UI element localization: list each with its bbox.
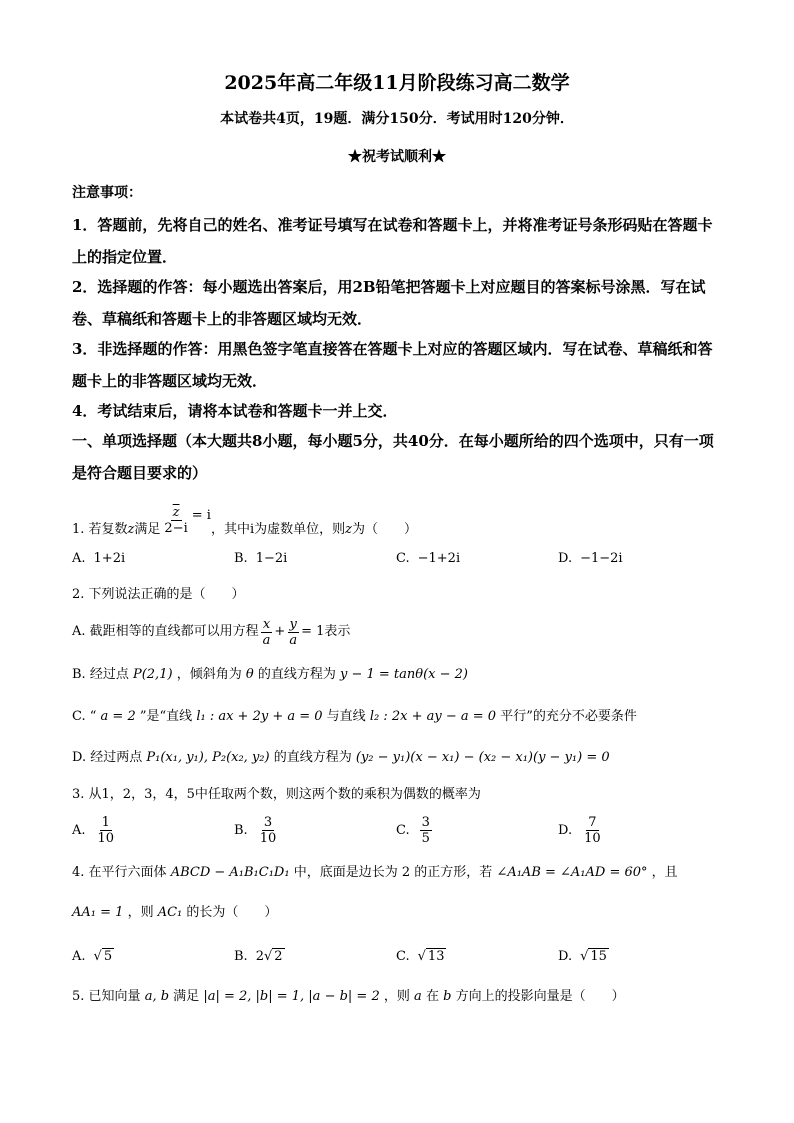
q4-option-b <box>234 936 285 976</box>
option-letter: A. <box>72 822 86 838</box>
option-letter: C. <box>396 822 410 838</box>
question-2-option-d <box>72 748 732 768</box>
question-1 <box>72 500 732 540</box>
q2c-a-eq: a = 2 <box>100 709 136 724</box>
frac-den: 10 <box>584 830 601 846</box>
frac-num: x <box>262 616 271 632</box>
q1-var-z2: z <box>345 522 352 537</box>
q2d-mid: 的直线方程为 <box>273 750 352 765</box>
q5-mid: 满足 <box>173 989 200 1004</box>
q3-option-c <box>396 810 434 850</box>
q2c-line2: l₂ : 2x + ay − a = 0 <box>369 709 497 724</box>
q1-var-z: z <box>127 522 135 537</box>
q1-option-a <box>72 546 125 570</box>
q1-tail3: 为（ ） <box>352 522 418 537</box>
q1-frac-den: 2−i <box>164 521 188 536</box>
frac-num: 1 <box>101 814 110 830</box>
q4-angles: ∠A₁AB = ∠A₁AD = 60° <box>496 865 648 880</box>
sqrt-icon: √ <box>580 948 589 964</box>
q1-option-c <box>396 546 460 570</box>
option-value: −1−2i <box>580 550 623 566</box>
q2d-pre: D. 经过两点 <box>72 750 143 765</box>
q3-option-a <box>72 810 118 850</box>
q4-option-a <box>72 936 114 976</box>
question-2-stem: 2. 下列说法正确的是（ ） <box>72 587 245 602</box>
q5-vec-a: a <box>414 989 422 1004</box>
q1-var-i: i <box>249 522 255 537</box>
q1-options <box>72 546 732 570</box>
q5-vec-b: b <box>443 989 452 1004</box>
q4-option-d <box>558 936 609 976</box>
q2b-mid: ，倾斜角为 <box>176 667 242 682</box>
q2c-line1: l₁ : ax + 2y + a = 0 <box>196 709 323 724</box>
q5-post: 方向上的投影向量是（ ） <box>455 989 625 1004</box>
sqrt-icon: √ <box>417 948 426 964</box>
frac-num: y <box>289 616 297 632</box>
q3-option-d <box>558 810 605 850</box>
q1-option-b <box>234 546 287 570</box>
q2c-mid1: ”是“直线 <box>139 709 193 724</box>
sqrt-icon: √ <box>263 948 273 964</box>
notice-item-3: 3．非选择题的作答：用黑色签字笔直接答在答题卡上对应的答题区域内．写在试卷、草稿纸和答题卡上的非答题区域均无效． <box>72 340 713 390</box>
q3-options <box>72 810 732 850</box>
q2a-frac-x <box>261 617 273 648</box>
q4-option-c <box>396 936 446 976</box>
q4-pre: 4. 在平行六面体 <box>72 865 167 880</box>
q2c-pre: C. “ <box>72 709 97 724</box>
q4-solid: ABCD − A₁B₁C₁D₁ <box>170 865 290 880</box>
q4-mid2: 的正方形，若 <box>414 865 493 880</box>
q1-prefix: 1. 若复数 <box>72 522 128 537</box>
coef: 2 <box>255 948 264 964</box>
q1-tail2: 为虚数单位，则 <box>254 522 346 537</box>
frac-num: 3 <box>421 814 430 830</box>
question-4-line-2 <box>72 903 732 923</box>
q1-frac-num: $\overline{z}$ <box>172 505 180 520</box>
frac-den: a <box>289 632 298 648</box>
q2d-equation: (y₂ − y₁)(x − x₁) − (x₂ − x₁)(y − y₁) = 0 <box>355 750 610 765</box>
q3-option-b <box>234 810 280 850</box>
option-letter: D. <box>558 948 573 964</box>
option-letter: B. <box>234 948 248 964</box>
q2a-post: 表示 <box>324 624 351 639</box>
q4-options <box>72 936 732 976</box>
notice-heading: 注意事项： <box>72 185 142 201</box>
option-value: 1−2i <box>255 550 288 566</box>
radicand: 5 <box>103 949 113 964</box>
q2a-eq: = 1 <box>301 624 325 639</box>
q1-tail1: ，其中 <box>210 522 250 537</box>
sqrt-icon: √ <box>93 948 102 964</box>
option-letter: B. <box>234 822 248 838</box>
question-2-option-b <box>72 665 732 685</box>
q4-line2-mid: ，则 <box>127 905 154 920</box>
option-letter: C. <box>396 550 410 566</box>
q2d-points: P₁(x₁, y₁), P₂(x₂, y₂) <box>146 750 270 765</box>
q5-pre: 5. 已知向量 <box>72 989 141 1004</box>
q5-mid2: ，则 <box>383 989 410 1004</box>
option-letter: B. <box>234 550 248 566</box>
option-value: −1+2i <box>417 550 461 566</box>
radicand: 15 <box>590 949 607 964</box>
section-heading: 一、单项选择题（本大题共8小题，每小题5分，共40分．在每小题所给的四个选项中，只有一项是符合题目要求的） <box>72 432 714 482</box>
q1-mid: 满足 <box>134 522 161 537</box>
option-fraction <box>96 815 117 846</box>
question-5 <box>72 987 732 1007</box>
option-letter: D. <box>558 550 573 566</box>
q2a-plus: + <box>274 624 286 639</box>
q1-fraction <box>162 505 189 536</box>
radicand: 2 <box>274 949 283 964</box>
q2c-post: 平行”的充分不必要条件 <box>500 709 637 724</box>
frac-num: 3 <box>263 814 273 830</box>
q1-option-d <box>558 546 623 570</box>
option-fraction <box>582 815 603 846</box>
q5-vectors: a, b <box>144 989 170 1004</box>
option-fraction <box>258 815 279 846</box>
frac-den: a <box>262 632 271 648</box>
q4-ac1: AC₁ <box>157 905 183 920</box>
option-value: 1+2i <box>93 550 126 566</box>
q2b-pre: B. 经过点 <box>72 667 129 682</box>
option-fraction <box>420 815 432 846</box>
q5-condition: |a| = 2, |b| = 1, |a − b| = 2 <box>203 989 380 1004</box>
q4-side: 2 <box>401 865 411 880</box>
notice-item-2: 2．选择题的作答：每小题选出答案后，用2B铅笔把答题卡上对应题目的答案标号涂黑．写在试卷、草稿纸和答题卡上的非答题区域均无效． <box>72 278 706 328</box>
q2b-mid2: 的直线方程为 <box>257 667 336 682</box>
q4-line2-post: 的长为（ ） <box>186 905 278 920</box>
option-letter: D. <box>558 822 573 838</box>
option-letter: A. <box>72 550 86 566</box>
q4-aa1: AA₁ = 1 <box>72 905 124 920</box>
good-luck-line: ★祝考试顺利★ <box>348 149 446 165</box>
q2c-mid2: 与直线 <box>326 709 366 724</box>
question-2-option-a <box>72 612 732 652</box>
exam-title: 2025年高二年级11月阶段练习高二数学 <box>224 72 570 94</box>
frac-den: 10 <box>259 830 277 846</box>
q2b-equation: y − 1 = tanθ(x − 2) <box>339 667 468 682</box>
radicand: 13 <box>427 949 445 964</box>
q2a-frac-y <box>287 617 299 648</box>
notice-item-4: 4．考试结束后，请将本试卷和答题卡一并上交． <box>72 402 398 420</box>
frac-den: 5 <box>421 830 430 846</box>
q2a-text: A. 截距相等的直线都可以用方程 <box>72 624 259 639</box>
option-letter: C. <box>396 948 410 964</box>
q4-mid: 中，底面是边长为 <box>293 865 398 880</box>
q4-post: ，且 <box>651 865 678 880</box>
frac-den: 10 <box>97 830 115 846</box>
option-letter: A. <box>72 948 86 964</box>
frac-num: 7 <box>588 814 597 830</box>
q2b-theta: θ <box>245 667 254 682</box>
q1-eq: = i <box>191 508 211 523</box>
question-3-stem: 3. 从1，2，3，4，5中任取两个数，则这两个数的乘积为偶数的概率为 <box>72 787 481 802</box>
notice-item-1: 1．答题前，先将自己的姓名、准考证号填写在试卷和答题卡上，并将准考证号条形码贴在答题卡上的指定位置． <box>72 216 713 266</box>
exam-subtitle: 本试卷共4页，19题．满分150分．考试用时120分钟． <box>220 111 574 127</box>
q5-on: 在 <box>425 989 439 1004</box>
question-2-option-c <box>72 707 732 727</box>
q2b-point: P(2,1) <box>132 667 173 682</box>
question-4-line-1 <box>72 863 732 883</box>
